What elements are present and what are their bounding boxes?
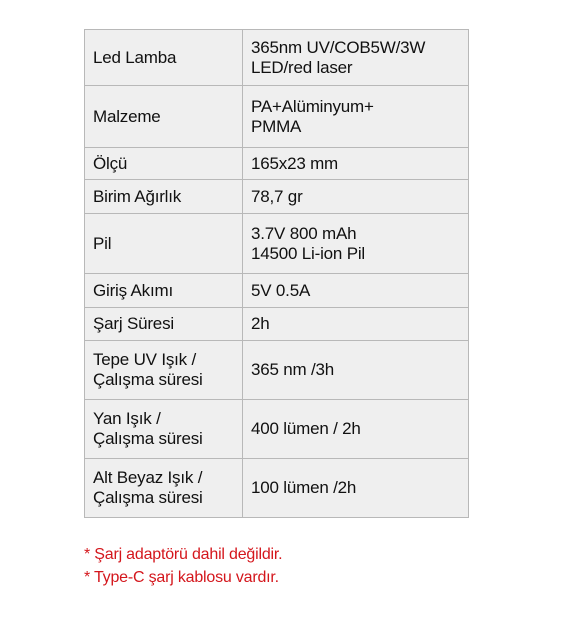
note-type-c-cable-included: * Type-C şarj kablosu vardır. [84,569,279,586]
table-row [85,274,469,308]
table-row [85,214,469,274]
table-row [85,180,469,214]
spec-value-cell [243,30,469,86]
spec-value: 78,7 gr [251,186,303,206]
spec-label: Çalışma süresi [93,488,203,507]
spec-label: Tepe UV Işık / [93,350,197,369]
spec-value: PA+Alüminyum+ [251,96,374,116]
notes [84,543,504,589]
spec-label-cell [85,86,243,148]
spec-value: 100 lümen /2h [251,478,357,497]
spec-label: Birim Ağırlık [93,186,182,206]
table-row [85,341,469,400]
table-row [85,308,469,341]
spec-value: 400 lümen / 2h [251,419,361,438]
spec-label-cell [85,274,243,308]
spec-value: 3.7V 800 mAh [251,223,357,243]
spec-value-cell [243,274,469,308]
spec-table-body [85,30,469,518]
spec-table [84,29,469,518]
spec-value-cell [243,459,469,518]
spec-label-cell [85,214,243,274]
spec-value: LED/red laser [251,57,353,77]
spec-label-cell [85,308,243,341]
spec-label-cell [85,459,243,518]
table-row [85,148,469,180]
spec-label: Giriş Akımı [93,280,173,300]
spec-label-cell [85,30,243,86]
spec-value: 5V 0.5A [251,280,311,300]
spec-label: Alt Beyaz Işık / [93,468,203,487]
spec-label: Malzeme [93,106,161,126]
spec-value-cell [243,148,469,180]
spec-value-cell [243,308,469,341]
spec-label: Pil [93,233,112,253]
spec-value-cell [243,86,469,148]
spec-label-cell [85,400,243,459]
spec-value: 2h [251,314,270,333]
spec-value: 14500 Li-ion Pil [251,243,365,263]
spec-label: Şarj Süresi [93,314,174,333]
spec-label: Çalışma süresi [93,429,203,448]
spec-label: Yan Işık / [93,409,161,428]
spec-value-cell [243,341,469,400]
spec-value-cell [243,180,469,214]
spec-label-cell [85,148,243,180]
spec-value: 165x23 mm [251,153,339,173]
spec-value: PMMA [251,116,302,136]
table-row [85,400,469,459]
spec-value: 365nm UV/COB5W/3W [251,37,426,57]
spec-value: 365 nm /3h [251,360,335,379]
table-row [85,30,469,86]
spec-label: Led Lamba [93,47,177,67]
spec-label: Ölçü [93,153,128,173]
spec-value-cell [243,400,469,459]
table-row [85,86,469,148]
note-charger-not-included: * Şarj adaptörü dahil değildir. [84,546,283,563]
spec-label-cell [85,180,243,214]
spec-label: Çalışma süresi [93,370,203,389]
spec-label-cell [85,341,243,400]
table-row [85,459,469,518]
spec-value-cell [243,214,469,274]
